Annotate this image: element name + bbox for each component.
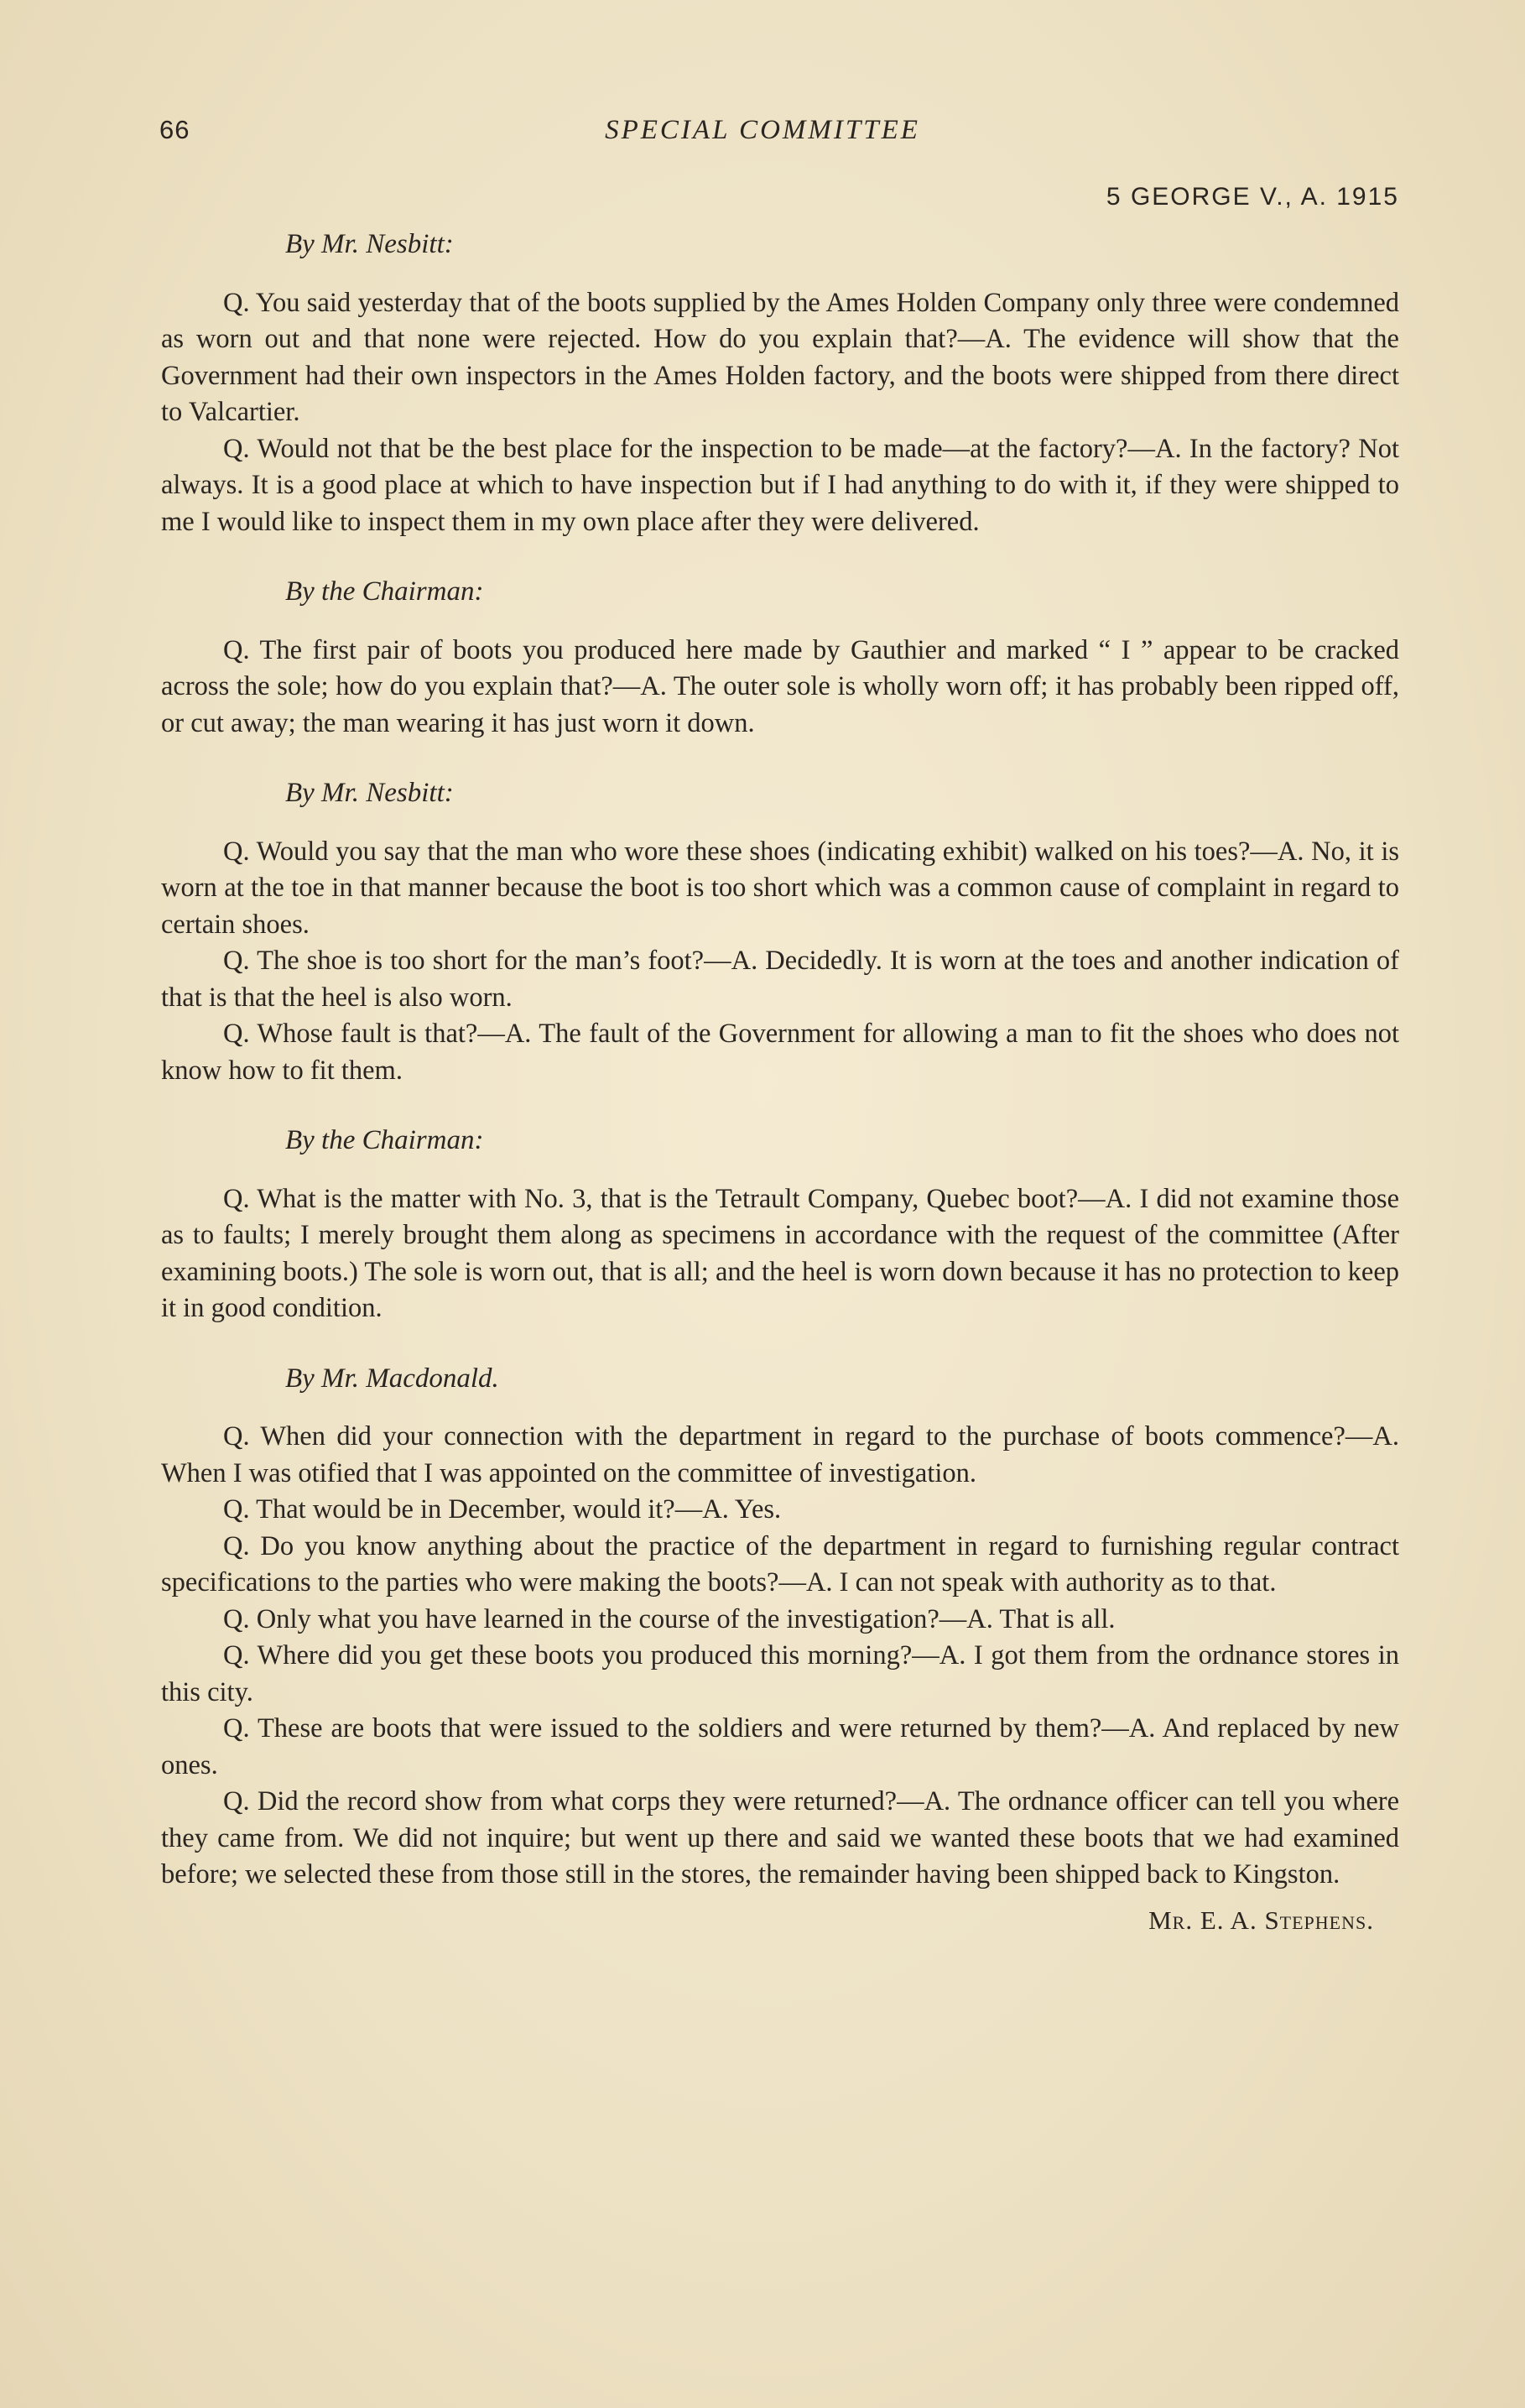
witness-signature: Mr. E. A. Stephens. [1148, 1905, 1374, 1935]
session-reference: 5 GEORGE V., A. 1915 [1106, 183, 1399, 211]
qa-paragraph: Q. Only what you have learned in the course of the investigation?—A. That is all. [223, 1603, 1116, 1634]
qa-paragraph: Q. The first pair of boots you produced here made by Gauthier and marked “ I ” appear to be cracked across the sole; how do you explain that?—A. The outer sole is wholly worn off; it has probably been ripped off, or cut away; the man wearing it has just worn it down. [161, 634, 1399, 738]
speaker-heading: By Mr. Nesbitt: [285, 778, 454, 808]
qa-paragraph: Q. Would not that be the best place for the inspection to be made—at the factory?—A. In the factory? Not always. It is a good place at which to have inspection but if I had anything to do with it, if they were shipped to me I would like to inspect them in my own place after they were delivered. [161, 433, 1399, 537]
qa-paragraph: Q. Do you know anything about the practice of the department in regard to furnishing regular contract specifications to the parties who were making the boots?—A. I can not speak with authority as to that. [161, 1530, 1399, 1598]
qa-paragraph: Q. What is the matter with No. 3, that is the Tetrault Company, Quebec boot?—A. I did not examine those as to faults; I merely brought them along as specimens in accordance with the request of the committee (After examining boots.) The sole is worn out, that is all; and the heel is worn down because it has no protection to keep it in good condition. [161, 1183, 1399, 1323]
speaker-heading: By Mr. Nesbitt: [285, 229, 454, 259]
qa-paragraph: Q. Did the record show from what corps they were returned?—A. The ordnance officer can tell you where they came from. We did not inquire; but went up there and said we wanted these boots that we had examined before; we selected these from those still in the stores, the remainder having been shipped back to Kingston. [161, 1786, 1399, 1889]
qa-paragraph: Q. Would you say that the man who wore these shoes (indicating exhibit) walked on his toes?—A. No, it is worn at the toe in that manner because the boot is too short which was a common cause of complaint in regard to certain shoes. [161, 836, 1399, 940]
running-head: SPECIAL COMMITTEE [605, 115, 920, 145]
speaker-heading: By Mr. Macdonald. [285, 1363, 499, 1394]
qa-paragraph: Q. These are boots that were issued to the soldiers and were returned by them?—A. And replaced by new ones. [161, 1713, 1399, 1780]
qa-paragraph: Q. Where did you get these boots you produced this morning?—A. I got them from the ordnance stores in this city. [161, 1640, 1399, 1707]
page-number: 66 [159, 115, 190, 144]
qa-paragraph: Q. You said yesterday that of the boots supplied by the Ames Holden Company only three were condemned as worn out and that none were rejected. How do you explain that?—A. The evidence will show that the Government had their own inspectors in the Ames Holden factory, and the boots were shipped from there direct to Valcartier. [161, 287, 1399, 427]
qa-paragraph: Q. The shoe is too short for the man’s foot?—A. Decidedly. It is worn at the toes and another indication of that is that the heel is also worn. [161, 946, 1399, 1013]
qa-paragraph: Q. Whose fault is that?—A. The fault of the Government for allowing a man to fit the shoes who does not know how to fit them. [161, 1019, 1399, 1086]
qa-paragraph: Q. That would be in December, would it?—A. Yes. [223, 1494, 782, 1525]
speaker-heading: By the Chairman: [285, 1125, 484, 1155]
testimony-body [161, 227, 1399, 1938]
speaker-heading: By the Chairman: [285, 576, 484, 607]
qa-paragraph: Q. When did your connection with the department in regard to the purchase of boots commence?—A. When I was otified that I was appointed on the committee of investigation. [161, 1421, 1399, 1488]
